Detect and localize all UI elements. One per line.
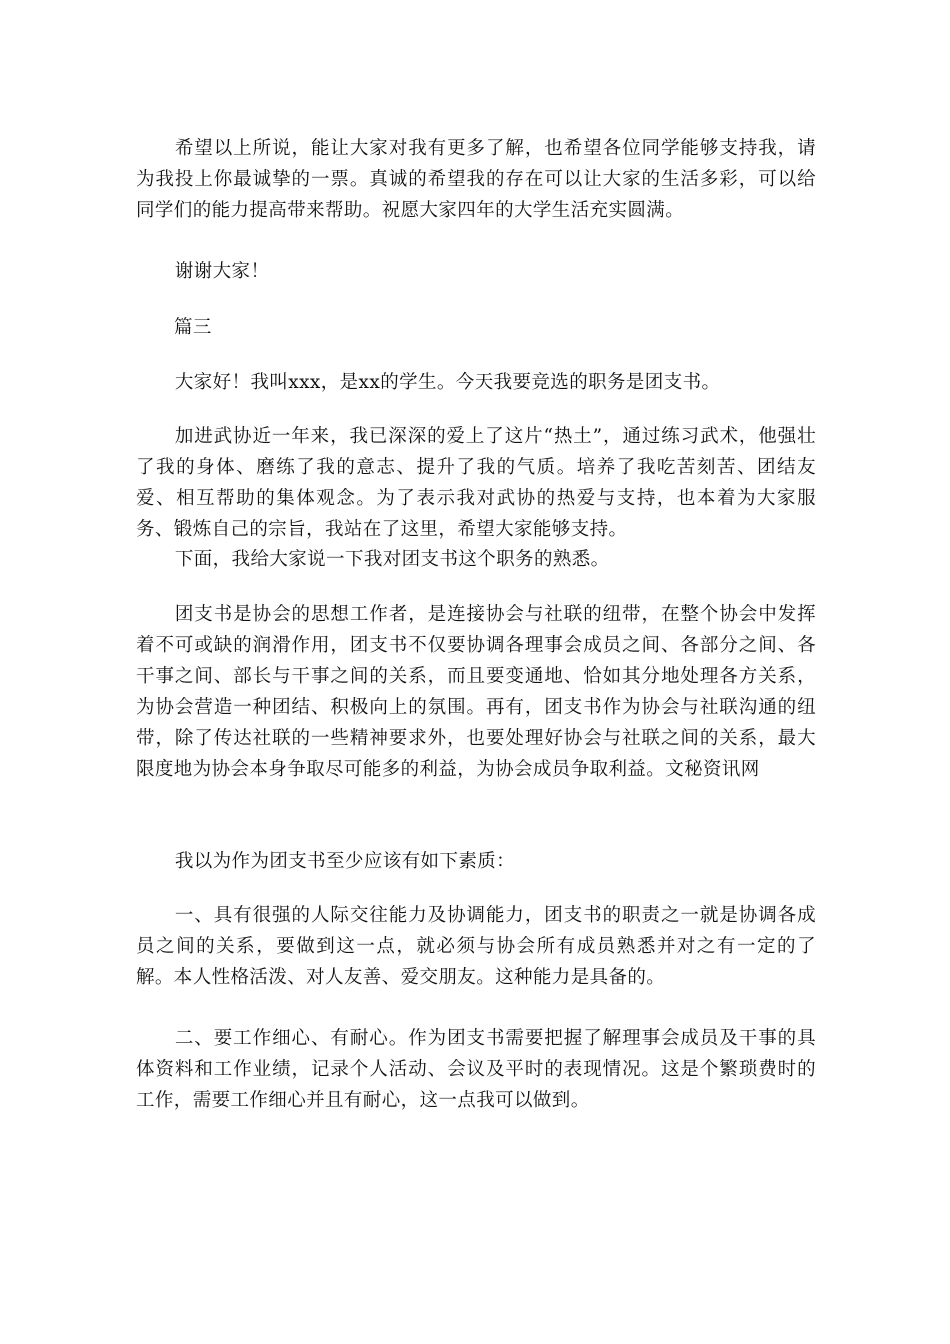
paragraph-intro-role (136, 544, 816, 575)
paragraph-text: 下面，我给大家说一下我对团支书这个职务的熟悉。 (174, 549, 610, 570)
paragraph-text: 二、要工作细心、有耐心。作为团支书需要把握了解理事会成员及干事的具体资料和工作业绩，记录个人活动、会议及平时的表现情况。这是个繁琐费时的工作，需要工作细心并且有耐心，这一点我可以做到。 (136, 1028, 816, 1111)
paragraph-thanks (136, 256, 816, 287)
paragraph-text: 团支书是协会的思想工作者，是连接协会与社联的纽带，在整个协会中发挥着不可或缺的润滑作用，团支书不仅要协调各理事会成员之间、各部分之间、各干事之间、部长与干事之间的关系，而且要变通地、恰如其分地处理各方关系，为协会营造一种团结、积极向上的氛围。再有，团支书作为协会与社联沟通的纽带，除了传达社联的一些精神要求外，也要处理好协会与社联之间的关系，最大限度地为协会本身争取尽可能多的利益，为协会成员争取利益。文秘资讯网 (136, 604, 816, 780)
paragraph-text: 加进武协近一年来，我已深深的爱上了这片“热土”，通过练习武术，他强壮了我的身体、磨练了我的意志、提升了我的气质。培养了我吃苦刻苦、团结友爱、相互帮助的集体观念。为了表示我对武协的热爱与支持，也本着为大家服务、锻炼自己的宗旨，我站在了这里，希望大家能够支持。 (136, 426, 816, 540)
paragraph-quality-two (136, 1023, 816, 1116)
section-heading: 篇三 (174, 317, 212, 338)
paragraph-hope (136, 133, 816, 226)
paragraph-greeting (136, 367, 816, 398)
paragraph-qualities-intro (136, 846, 816, 877)
paragraph-text: 我以为作为团支书至少应该有如下素质： (174, 851, 516, 872)
paragraph-role-description (136, 599, 816, 785)
paragraph-quality-one (136, 900, 816, 993)
paragraph-text: 谢谢大家！ (174, 261, 270, 282)
paragraph-text: 大家好！我叫xxx，是xx的学生。今天我要竞选的职务是团支书。 (174, 372, 721, 393)
paragraph-text: 希望以上所说，能让大家对我有更多了解，也希望各位同学能够支持我，请为我投上你最诚挚的一票。真诚的希望我的存在可以让大家的生活多彩，可以给同学们的能力提高带来帮助。祝愿大家四年的大学生活充实圆满。 (136, 138, 816, 221)
paragraph-joined (136, 421, 816, 545)
paragraph-text: 一、具有很强的人际交往能力及协调能力，团支书的职责之一就是协调各成员之间的关系，要做到这一点，就必须与协会所有成员熟悉并对之有一定的了解。本人性格活泼、对人友善、爱交朋友。这种能力是具备的。 (136, 905, 816, 988)
